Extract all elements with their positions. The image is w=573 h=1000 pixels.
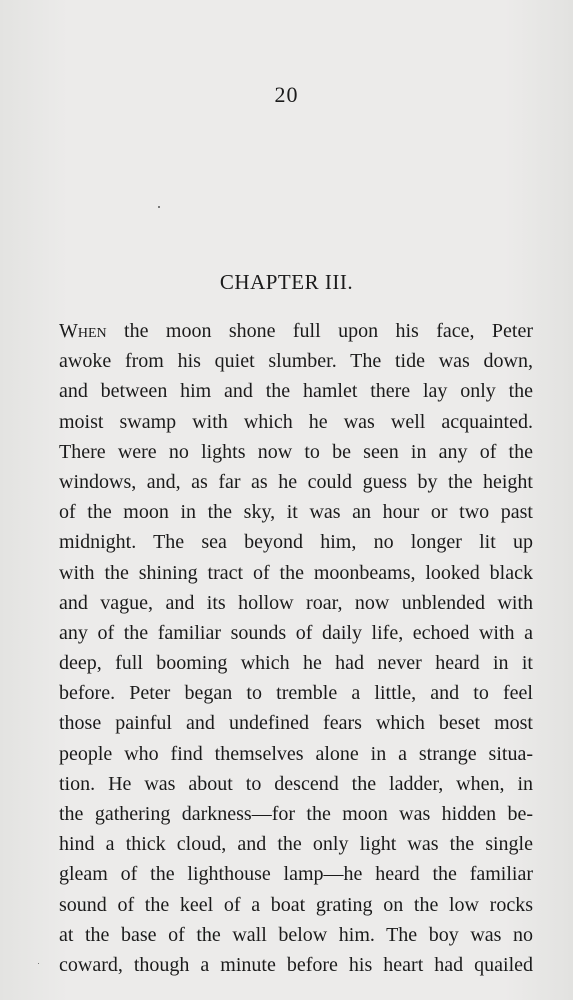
text-line: and vague, and its hollow roar, now unblended with bbox=[59, 591, 533, 614]
body-text bbox=[59, 316, 533, 980]
page-number: 20 bbox=[274, 82, 299, 107]
text-line: There were no lights now to be seen in any of the bbox=[59, 440, 533, 463]
print-speck bbox=[38, 963, 39, 964]
text-line: coward, though a minute before his heart had quailed bbox=[59, 953, 533, 976]
text-line: hind a thick cloud, and the only light was the single bbox=[59, 833, 533, 856]
text-line: and between him and the hamlet there lay only the bbox=[59, 380, 533, 403]
chapter-title: CHAPTER III. bbox=[219, 270, 354, 294]
text-line: moist swamp with which he was well acquainted. bbox=[59, 410, 533, 433]
text-line: midnight. The sea beyond him, no longer lit up bbox=[59, 531, 533, 554]
text-line: of the moon in the sky, it was an hour or two past bbox=[59, 501, 533, 524]
text-line: with the shining tract of the moonbeams, looked black bbox=[59, 561, 533, 584]
text-line: awoke from his quiet slumber. The tide was down, bbox=[59, 350, 533, 373]
text-line-rest: the moon shone full upon his face, Peter bbox=[106, 320, 533, 342]
lead-word: When bbox=[59, 320, 107, 342]
text-line: at the base of the wall below him. The boy was no bbox=[59, 923, 533, 946]
text-line: the gathering darkness—for the moon was hidden be- bbox=[59, 803, 533, 825]
text-line: any of the familiar sounds of daily life, echoed with a bbox=[59, 621, 533, 644]
text-line: people who find themselves alone in a strange situa- bbox=[59, 742, 533, 765]
text-line: before. Peter began to tremble a little, and to feel bbox=[59, 682, 533, 705]
print-speck bbox=[158, 206, 160, 208]
text-line: deep, full booming which he had never heard in it bbox=[59, 652, 533, 675]
text-line bbox=[59, 316, 533, 346]
text-line: windows, and, as far as he could guess by the height bbox=[59, 470, 533, 493]
text-line: those painful and undefined fears which beset most bbox=[59, 712, 533, 735]
text-line: tion. He was about to descend the ladder, when, in bbox=[59, 772, 533, 795]
text-line: gleam of the lighthouse lamp—he heard the familiar bbox=[59, 863, 533, 886]
text-line: sound of the keel of a boat grating on the low rocks bbox=[59, 893, 533, 916]
